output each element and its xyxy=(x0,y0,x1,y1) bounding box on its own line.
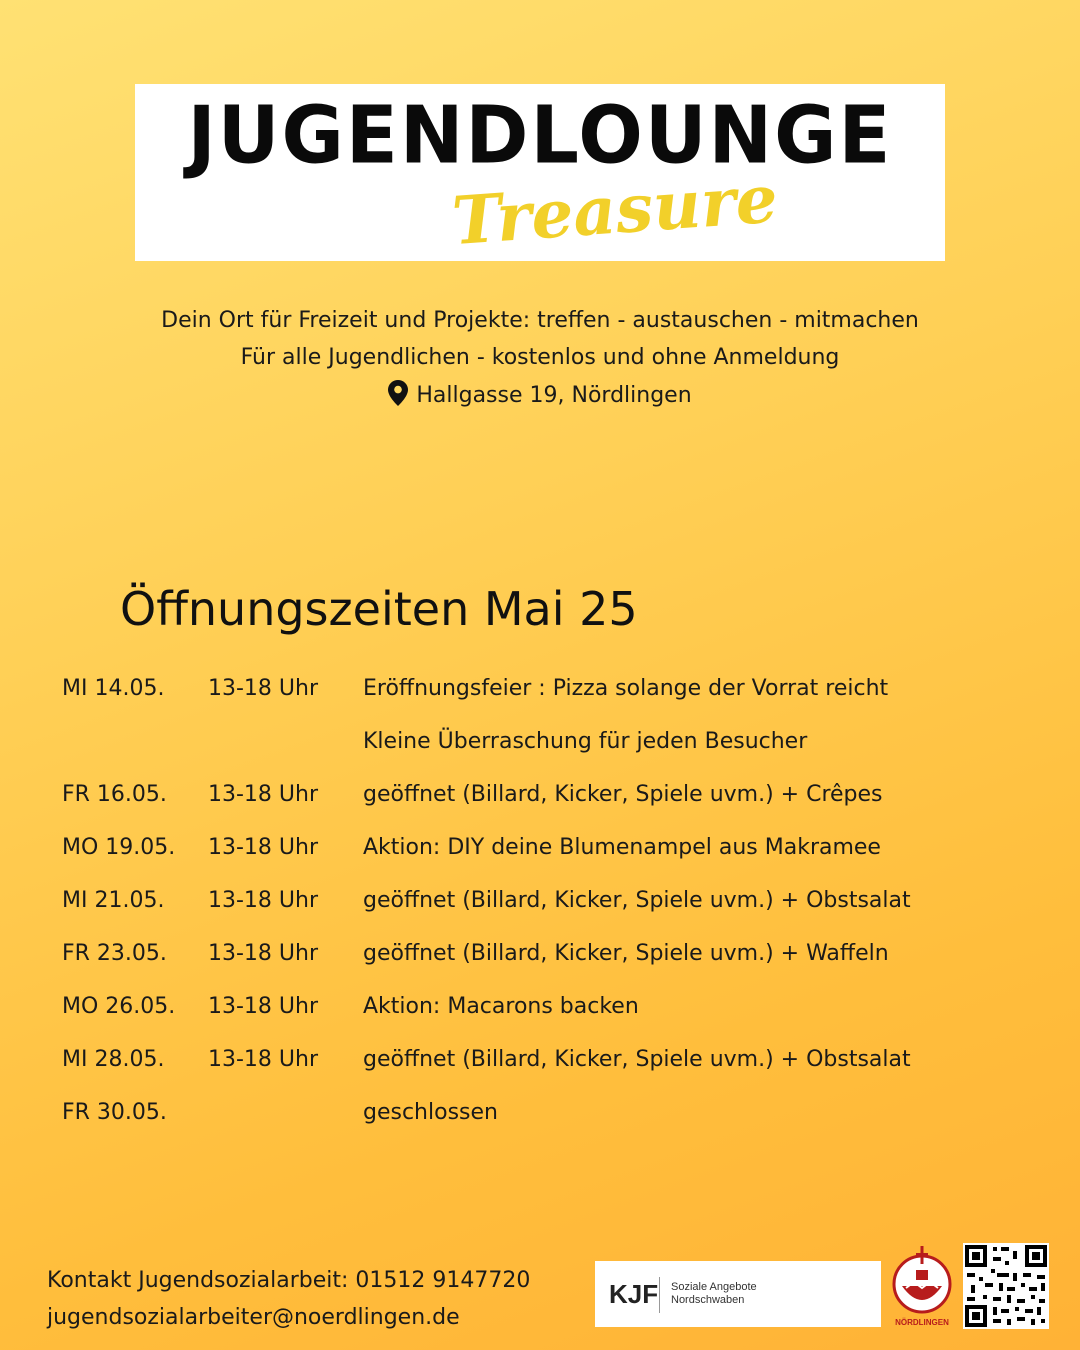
row-time: 13-18 Uhr xyxy=(208,1047,319,1072)
logo-subtitle: Treasure xyxy=(449,159,781,261)
row-time: 13-18 Uhr xyxy=(208,676,319,701)
schedule-row xyxy=(0,941,1080,981)
row-description: Kleine Überraschung für jeden Besucher xyxy=(363,729,808,754)
schedule-row xyxy=(0,835,1080,875)
row-time: 13-18 Uhr xyxy=(208,941,319,966)
kjf-logo xyxy=(595,1261,881,1327)
row-description: Aktion: DIY deine Blumenampel aus Makramee xyxy=(363,835,881,860)
row-time: 13-18 Uhr xyxy=(208,835,319,860)
kjf-text-line-2: Nordschwaben xyxy=(671,1294,745,1306)
kjf-divider xyxy=(659,1277,660,1313)
schedule-row xyxy=(0,1100,1080,1140)
contact-email[interactable]: jugendsozialarbeiter@noerdlingen.de xyxy=(47,1305,460,1330)
row-description: geöffnet (Billard, Kicker, Spiele uvm.) + Waffeln xyxy=(363,941,889,966)
row-time: 13-18 Uhr xyxy=(208,782,319,807)
row-date: MI 28.05. xyxy=(62,1047,165,1072)
row-date: FR 30.05. xyxy=(62,1100,167,1125)
row-date: MI 21.05. xyxy=(62,888,165,913)
contact-phone: Kontakt Jugendsozialarbeit: 01512 9147720 xyxy=(47,1268,531,1293)
intro-line-1: Dein Ort für Freizeit und Projekte: treffen - austauschen - mitmachen xyxy=(161,308,919,333)
kjf-text-line-1: Soziale Angebote xyxy=(671,1281,757,1293)
intro-line-2: Für alle Jugendlichen - kostenlos und ohne Anmeldung xyxy=(240,345,840,370)
contact-block xyxy=(47,1262,530,1336)
row-description: Aktion: Macarons backen xyxy=(363,994,639,1019)
row-description: geschlossen xyxy=(363,1100,498,1125)
noerdlingen-city-logo xyxy=(890,1242,954,1328)
schedule-row xyxy=(0,1047,1080,1087)
schedule-row xyxy=(0,994,1080,1034)
row-date: MI 14.05. xyxy=(62,676,165,701)
row-description: geöffnet (Billard, Kicker, Spiele uvm.) + Obstsalat xyxy=(363,888,911,913)
logo xyxy=(135,84,945,261)
schedule-row xyxy=(0,676,1080,716)
city-crest-icon xyxy=(890,1242,954,1318)
city-label: NÖRDLINGEN xyxy=(895,1318,949,1327)
address xyxy=(0,380,1080,412)
map-pin-icon xyxy=(388,380,408,412)
row-time: 13-18 Uhr xyxy=(208,888,319,913)
row-date: FR 16.05. xyxy=(62,782,167,807)
qr-code[interactable] xyxy=(963,1243,1049,1329)
schedule-row xyxy=(0,888,1080,928)
row-date: FR 23.05. xyxy=(62,941,167,966)
row-time: 13-18 Uhr xyxy=(208,994,319,1019)
row-description: geöffnet (Billard, Kicker, Spiele uvm.) + Obstsalat xyxy=(363,1047,911,1072)
schedule-row xyxy=(0,729,1080,769)
logo-title: JUGENDLOUNGE xyxy=(187,87,893,182)
schedule-title: Öffnungszeiten Mai 25 xyxy=(120,582,638,636)
address-text: Hallgasse 19, Nördlingen xyxy=(416,383,692,408)
row-date: MO 26.05. xyxy=(62,994,176,1019)
row-description: Eröffnungsfeier : Pizza solange der Vorrat reicht xyxy=(363,676,889,701)
row-date: MO 19.05. xyxy=(62,835,176,860)
kjf-abbreviation: KJF xyxy=(609,1279,659,1309)
schedule-row xyxy=(0,782,1080,822)
row-description: geöffnet (Billard, Kicker, Spiele uvm.) + Crêpes xyxy=(363,782,883,807)
